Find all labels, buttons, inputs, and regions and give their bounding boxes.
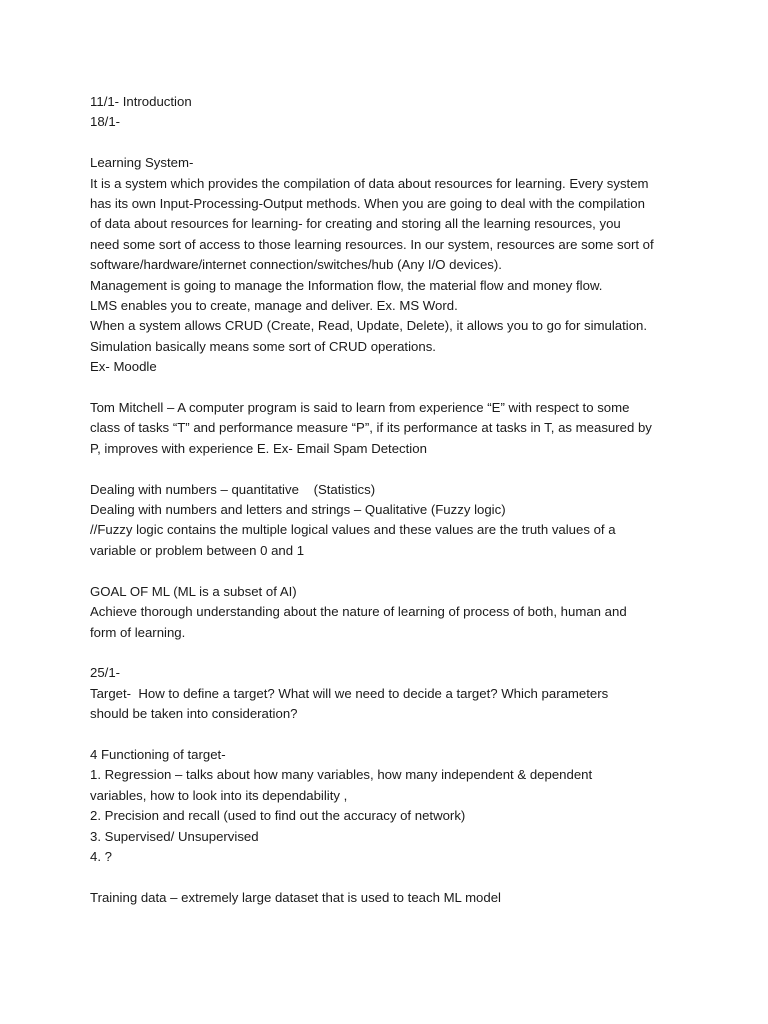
paragraph-line: LMS enables you to create, manage and deliver. Ex. MS Word. [90, 298, 458, 314]
paragraph-line: Achieve thorough understanding about the nature of learning of process of both, human and [90, 604, 627, 620]
blank-line [90, 725, 690, 745]
blank-line [90, 561, 690, 581]
paragraph-line: Dealing with numbers and letters and strings – Qualitative (Fuzzy logic) [90, 502, 506, 518]
paragraph-line: Management is going to manage the Information flow, the material flow and money flow. [90, 277, 603, 293]
paragraph-line: need some sort of access to those learning resources. In our system, resources are some sort of [90, 236, 654, 252]
paragraph-line: //Fuzzy logic contains the multiple logical values and these values are the truth values of a [90, 522, 616, 538]
paragraph-line: software/hardware/internet connection/switches/hub (Any I/O devices). [90, 257, 502, 273]
list-item: 2. Precision and recall (used to find out the accuracy of network) [90, 808, 466, 824]
list-item: 1. Regression – talks about how many variables, how many independent & dependent [90, 767, 593, 783]
paragraph-line: form of learning. [90, 624, 186, 640]
document-page [90, 92, 690, 908]
paragraph-line: should be taken into consideration? [90, 706, 298, 722]
list-item: 4. ? [90, 848, 112, 864]
paragraph-line: Tom Mitchell – A computer program is said to learn from experience “E” with respect to some [90, 400, 630, 416]
paragraph-line: Ex- Moodle [90, 359, 157, 375]
paragraph-line: Target- How to define a target? What will we need to decide a target? Which parameters [90, 685, 609, 701]
list-item: variables, how to look into its dependability , [90, 787, 348, 803]
paragraph-line: of data about resources for learning- for creating and storing all the learning resources, you [90, 216, 621, 232]
blank-line [90, 459, 690, 479]
paragraph-line: class of tasks “T” and performance measure “P”, if its performance at tasks in T, as measured by [90, 420, 652, 436]
section-heading: Learning System- [90, 155, 194, 171]
blank-line [90, 378, 690, 398]
paragraph-line: Dealing with numbers – quantitative (Statistics) [90, 481, 376, 497]
section-heading: 4 Functioning of target- [90, 746, 226, 762]
list-item: 3. Supervised/ Unsupervised [90, 828, 259, 844]
paragraph-line: Simulation basically means some sort of CRUD operations. [90, 338, 436, 354]
blank-line [90, 133, 690, 153]
date-heading: 11/1- Introduction [90, 94, 192, 109]
paragraph-line: variable or problem between 0 and 1 [90, 542, 305, 558]
paragraph-line: It is a system which provides the compilation of data about resources for learning. Every system [90, 175, 649, 191]
paragraph-line: When a system allows CRUD (Create, Read, Update, Delete), it allows you to go for simulation. [90, 318, 648, 334]
blank-line [90, 643, 690, 663]
date-heading: 18/1- [90, 114, 121, 130]
date-heading: 25/1- [90, 665, 121, 681]
paragraph-line: has its own Input-Processing-Output methods. When you are going to deal with the compilation [90, 196, 645, 212]
section-heading: GOAL OF ML (ML is a subset of AI) [90, 583, 297, 599]
paragraph-line: P, improves with experience E. Ex- Email Spam Detection [90, 440, 427, 456]
paragraph-line: Training data – extremely large dataset that is used to teach ML model [90, 889, 501, 905]
blank-line [90, 867, 690, 887]
